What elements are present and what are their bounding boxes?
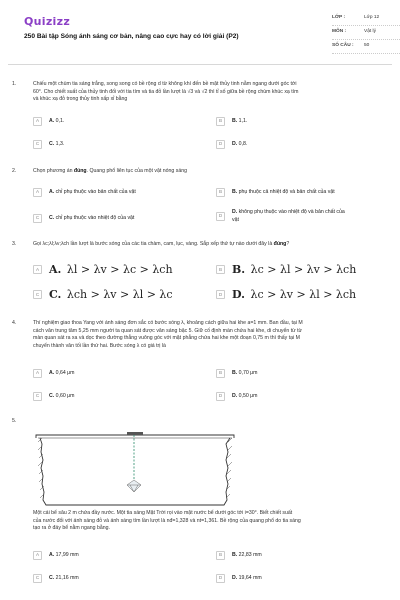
option-b[interactable]	[216, 369, 258, 378]
option-text: λc > λl > λv > λch	[250, 263, 357, 276]
option-label: D.	[232, 288, 245, 301]
option-letter-badge: C	[33, 290, 42, 299]
question-number: 5.	[12, 418, 17, 424]
crystal-prism	[127, 480, 141, 492]
option-d[interactable]	[216, 209, 345, 224]
option-d[interactable]	[216, 140, 247, 149]
page-header	[12, 0, 388, 64]
subject-label: MÔN :	[332, 29, 347, 35]
option-text: vật	[232, 216, 239, 223]
grade-value: Lớp 12	[364, 15, 380, 21]
header-divider	[8, 64, 392, 65]
stem-line: cách vân trung tâm 5,25 mm người ta quan sát được vân sáng bậc 5. Giữ cố định màn chứa hai khe, di chuyển từ từ	[33, 327, 302, 334]
option-letter-badge: D	[216, 212, 225, 221]
option-label: A.	[49, 117, 55, 124]
question-stem: Gọi λc;λl;λv;λch lần lượt là bước sóng của các tia chàm, cam, lục, vàng. Sắp xếp thứ tự nào dưới đây là đúng?	[33, 241, 290, 247]
quizizz-logo: Quizizz	[24, 15, 71, 28]
option-label: B.	[232, 369, 238, 376]
question-2	[12, 168, 390, 176]
option-a[interactable]	[33, 551, 79, 560]
option-label: C.	[49, 392, 55, 399]
option-label: A.	[49, 369, 55, 376]
option-text: 17,99 mm	[55, 551, 79, 558]
option-letter-badge: C	[33, 392, 42, 401]
option-letter-badge: B	[216, 188, 225, 197]
option-a[interactable]	[33, 188, 136, 197]
question-number: 1.	[12, 81, 17, 87]
count-label: SỐ CÂU :	[332, 43, 354, 49]
option-text: phụ thuộc cả nhiệt độ và bản chất của vật	[238, 188, 335, 195]
option-text: λch > λv > λl > λc	[66, 288, 173, 301]
option-text: 0,50 μm	[238, 392, 258, 399]
question-number: 2.	[12, 168, 17, 174]
question-3	[12, 241, 390, 249]
option-label: A.	[49, 551, 55, 558]
question-number: 4.	[12, 320, 17, 326]
worksheet-meta	[332, 12, 400, 54]
question-number: 3.	[12, 241, 17, 247]
question-stem	[33, 81, 390, 104]
option-text: 21,16 mm	[55, 574, 79, 581]
count-value: 50	[364, 43, 370, 49]
option-a[interactable]	[33, 262, 173, 278]
stem-line: màn quan sát ra xa và dọc theo đường thẳng vuông góc với mặt phẳng chứa hai khe một đoạn 0,75 m thì thấy tại M	[33, 335, 300, 342]
option-text: 0,64 μm	[55, 369, 75, 376]
option-text: 0,1.	[55, 117, 65, 124]
option-label: C.	[49, 574, 55, 581]
option-letter-badge: A	[33, 265, 42, 274]
option-label: B.	[232, 263, 246, 276]
option-letter-badge: A	[33, 188, 42, 197]
option-c[interactable]	[33, 574, 79, 583]
grade-label: LỚP :	[332, 15, 346, 21]
option-text: 22,83 mm	[238, 551, 262, 558]
stem-line: Chiếu một chùm tia sáng trắng, song song có bề rộng d từ không khí đến bề mặt thủy tinh nằm ngang dưới góc tới	[33, 81, 297, 87]
option-label: B.	[232, 551, 238, 558]
tank-outline	[36, 435, 234, 505]
option-letter-badge: B	[216, 117, 225, 126]
option-c[interactable]	[33, 392, 75, 401]
option-label: C.	[49, 140, 55, 147]
option-text: 1,1.	[238, 117, 248, 124]
option-b[interactable]	[216, 262, 356, 278]
option-label: C.	[49, 288, 62, 301]
page-title: 250 Bài tập Sóng ánh sáng cơ bản, nâng cao cực hay có lời giải (P2)	[24, 33, 239, 40]
stem-line: Một cái bể sâu 2 m chứa đầy nước. Một tia sáng Mặt Trời rọi vào mặt nước bể dưới góc tới i=30°. Biết chiết suất	[33, 510, 293, 516]
option-letter-badge: D	[216, 574, 225, 583]
option-label: A.	[49, 263, 62, 276]
stem-line: Thí nghiệm giao thoa Yang với ánh sáng đơn sắc có bước sóng λ, khoảng cách giữa hai khe a=1 mm. Ban đầu, tại M	[33, 320, 303, 326]
question-4	[12, 320, 390, 350]
question-stem	[33, 510, 390, 533]
grade-row	[332, 12, 400, 26]
option-label: D.	[232, 140, 238, 147]
option-b[interactable]	[216, 117, 247, 126]
option-letter-badge: D	[216, 140, 225, 149]
question-stem	[33, 320, 390, 350]
option-text: 1,3.	[55, 140, 65, 147]
option-letter-badge: C	[33, 574, 42, 583]
option-label: A.	[49, 188, 55, 195]
subject-value: Vật lý	[364, 29, 376, 35]
count-row	[332, 40, 400, 54]
option-label: D.	[232, 574, 238, 581]
option-text: 0,8.	[238, 140, 248, 147]
option-text: 0,70 μm	[238, 369, 258, 376]
option-letter-badge: D	[216, 290, 225, 299]
option-letter-badge: B	[216, 551, 225, 560]
option-label: D.	[232, 209, 238, 215]
option-letter-badge: A	[33, 369, 42, 378]
option-c[interactable]	[33, 140, 64, 149]
option-c[interactable]	[33, 214, 134, 223]
option-letter-badge: A	[33, 117, 42, 126]
option-text: λc > λv > λl > λch	[250, 288, 357, 301]
option-text: chỉ phụ thuộc vào nhiệt độ của vật	[55, 214, 135, 221]
option-letter-badge: B	[216, 369, 225, 378]
option-letter-badge: C	[33, 214, 42, 223]
option-text: 0,60 μm	[55, 392, 75, 399]
option-label: D.	[232, 392, 238, 399]
question-stem: Chọn phương án đúng. Quang phổ liên tục của một vật nóng sáng	[33, 168, 187, 174]
option-letter-badge: D	[216, 392, 225, 401]
option-text: chỉ phụ thuộc vào bản chất của vật	[55, 188, 136, 195]
question-5	[12, 510, 390, 533]
water-tank-figure	[34, 432, 236, 508]
option-letter-badge: B	[216, 265, 225, 274]
option-b[interactable]	[216, 188, 335, 197]
option-b[interactable]	[216, 551, 262, 560]
option-label: B.	[232, 117, 238, 124]
option-d[interactable]	[216, 574, 262, 583]
stem-line: tạo ra ở đáy bể nằm ngang bằng.	[33, 525, 110, 532]
option-text: 19,64 mm	[238, 574, 262, 581]
option-c[interactable]	[33, 287, 173, 303]
stem-line: và khúc xạ đỏ trong thủy tinh xấp xỉ bằng	[33, 96, 128, 103]
subject-row	[332, 26, 400, 40]
option-a[interactable]	[33, 369, 75, 378]
option-label: C.	[49, 214, 55, 221]
option-text: không phụ thuộc vào nhiệt độ và bản chất của	[238, 209, 345, 215]
hanging-bar	[127, 432, 143, 435]
option-a[interactable]	[33, 117, 64, 126]
option-letter-badge: A	[33, 551, 42, 560]
stem-line: chuyển thành vân tối lần thứ hai. Bước sóng λ có giá trị là	[33, 342, 166, 349]
option-d[interactable]	[216, 392, 258, 401]
option-letter-badge: C	[33, 140, 42, 149]
option-text: λl > λv > λc > λch	[66, 263, 173, 276]
stem-line: của nước đối với ánh sáng đỏ và ánh sáng tím lần lượt là nđ=1,328 và nt=1,361. Bề rộng của quang phổ do tia sáng	[33, 517, 301, 524]
option-label: B.	[232, 188, 238, 195]
stem-line: 60°. Cho chiết suất của thủy tinh đối với tia tím và tia đỏ lần lượt là √3 và √2 thì tỉ số giữa bề rộng chùm khúc xạ tím	[33, 88, 299, 95]
question-1	[12, 81, 390, 104]
option-d[interactable]	[216, 287, 356, 303]
